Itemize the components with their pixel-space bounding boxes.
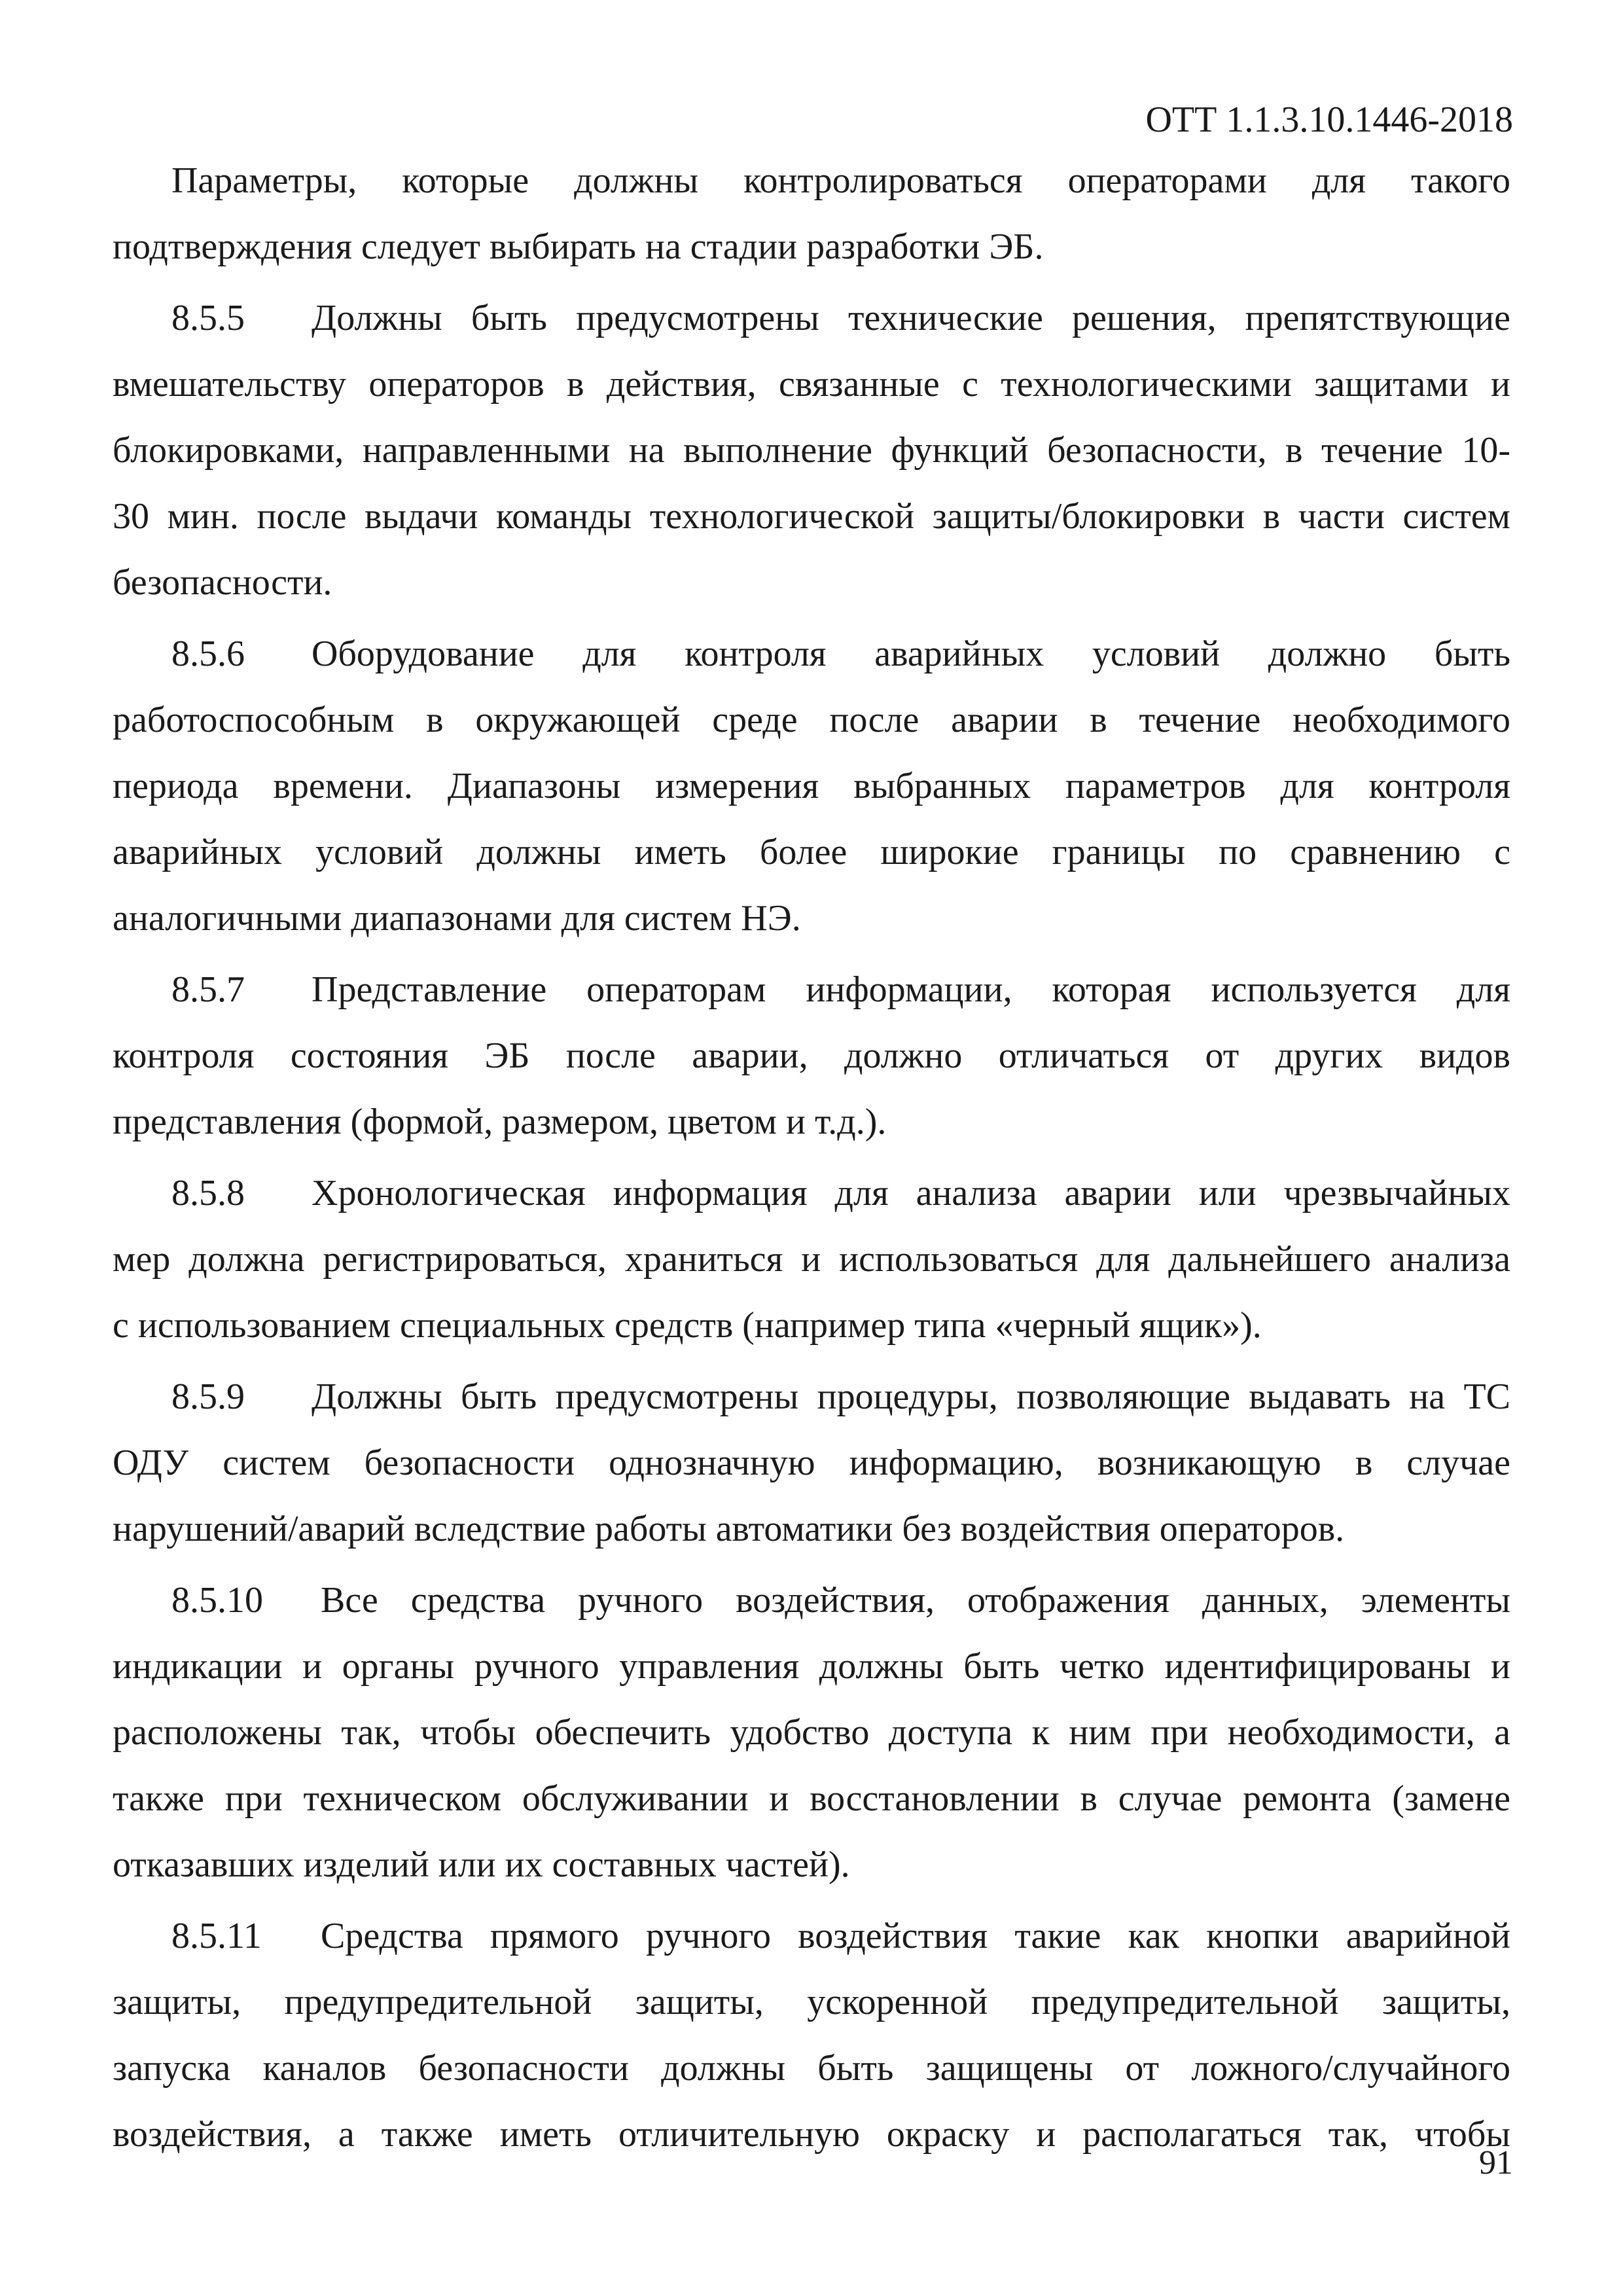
text-line bbox=[113, 753, 1510, 819]
text-line bbox=[113, 418, 1510, 484]
body-text bbox=[113, 148, 1510, 2173]
text-line bbox=[113, 2036, 1510, 2102]
line-text: запуска каналов безопасности должны быть защищены от ложного/случайного bbox=[113, 2048, 1510, 2089]
line-text: блокировками, направленными на выполнение функций безопасности, в течение 10- bbox=[113, 430, 1510, 471]
clause-8-5-11 bbox=[113, 1903, 1510, 2168]
line-text: с использованием специальных средств (например типа «черный ящик»). bbox=[113, 1305, 1262, 1346]
line-text: вмешательству операторов в действия, связанные с технологическими защитами и bbox=[113, 364, 1510, 404]
text-line bbox=[113, 285, 1510, 351]
line-text: контроля состояния ЭБ после аварии, должно отличаться от других видов bbox=[113, 1035, 1510, 1076]
text-line bbox=[113, 1023, 1510, 1089]
text-line bbox=[113, 484, 1510, 550]
text-line bbox=[113, 687, 1510, 753]
text-line bbox=[113, 1969, 1510, 2036]
page-number: 91 bbox=[1479, 2144, 1513, 2181]
clause-number: 8.5.11 bbox=[171, 1916, 262, 1956]
line-text: мер должна регистрироваться, храниться и использоваться для дальнейшего анализа bbox=[113, 1239, 1510, 1280]
clause-8-5-6 bbox=[113, 621, 1510, 952]
text-line bbox=[113, 1634, 1510, 1700]
line-text: представления (формой, размером, цветом и т.д.). bbox=[113, 1102, 887, 1142]
clause-8-5-8 bbox=[113, 1160, 1510, 1359]
text-line bbox=[113, 351, 1510, 418]
clause-number: 8.5.8 bbox=[171, 1173, 245, 1213]
text-line bbox=[113, 1568, 1510, 1634]
text-line bbox=[113, 621, 1510, 687]
line-text: Хронологическая информация для анализа аварии или чрезвычайных bbox=[312, 1173, 1510, 1213]
text-line bbox=[113, 1496, 1510, 1562]
text-line bbox=[113, 886, 1510, 952]
text-line bbox=[113, 1227, 1510, 1293]
line-text: Должны быть предусмотрены технические решения, препятствующие bbox=[312, 298, 1510, 338]
text-line bbox=[113, 1430, 1510, 1496]
line-text: отказавших изделий или их составных частей). bbox=[113, 1844, 850, 1885]
document-code: ОТТ 1.1.3.10.1446-2018 bbox=[1145, 99, 1513, 140]
line-text: Оборудование для контроля аварийных условий должно быть bbox=[312, 634, 1510, 674]
text-line bbox=[113, 2102, 1510, 2168]
clause-8-5-5 bbox=[113, 285, 1510, 616]
line-text: индикации и органы ручного управления должны быть четко идентифицированы и bbox=[113, 1646, 1510, 1687]
line-text: аналогичными диапазонами для систем НЭ. bbox=[113, 898, 801, 939]
line-text: подтверждения следует выбирать на стадии разработки ЭБ. bbox=[113, 226, 1044, 267]
line-text: периода времени. Диапазоны измерения выбранных параметров для контроля bbox=[113, 766, 1510, 806]
text-line bbox=[113, 1832, 1510, 1898]
line-text: Должны быть предусмотрены процедуры, позволяющие выдавать на ТС bbox=[312, 1376, 1510, 1417]
line-text: Все средства ручного воздействия, отображения данных, элементы bbox=[321, 1580, 1510, 1621]
text-line bbox=[113, 1700, 1510, 1766]
clause-number: 8.5.9 bbox=[171, 1376, 245, 1417]
line-text: расположены так, чтобы обеспечить удобство доступа к ним при необходимости, а bbox=[113, 1712, 1510, 1753]
line-text: Средства прямого ручного воздействия такие как кнопки аварийной bbox=[321, 1916, 1510, 1956]
line-text: защиты, предупредительной защиты, ускоренной предупредительной защиты, bbox=[113, 1982, 1510, 2022]
line-text: безопасности. bbox=[113, 562, 332, 603]
clause-8-5-9 bbox=[113, 1364, 1510, 1562]
line-text: нарушений/аварий вследствие работы автоматики без воздействия операторов. bbox=[113, 1509, 1345, 1549]
text-line bbox=[113, 214, 1510, 280]
clause-number: 8.5.5 bbox=[171, 298, 245, 338]
text-line bbox=[113, 148, 1510, 214]
clause-number: 8.5.10 bbox=[171, 1580, 263, 1621]
text-line bbox=[113, 957, 1510, 1023]
text-line bbox=[113, 1903, 1510, 1969]
text-line bbox=[113, 1293, 1510, 1359]
line-text: Параметры, которые должны контролироваться операторами для такого bbox=[171, 160, 1510, 201]
text-line bbox=[113, 819, 1510, 886]
clause-8-5-7 bbox=[113, 957, 1510, 1155]
line-text: аварийных условий должны иметь более широкие границы по сравнению с bbox=[113, 832, 1510, 872]
clause-8-5-10 bbox=[113, 1568, 1510, 1898]
text-line bbox=[113, 1364, 1510, 1430]
text-line bbox=[113, 1089, 1510, 1155]
line-text: Представление операторам информации, которая используется для bbox=[312, 969, 1510, 1010]
line-text: воздействия, а также иметь отличительную окраску и располагаться так, чтобы bbox=[113, 2114, 1510, 2155]
paragraph-intro bbox=[113, 148, 1510, 280]
line-text: работоспособным в окружающей среде после аварии в течение необходимого bbox=[113, 700, 1510, 740]
text-line bbox=[113, 550, 1510, 616]
text-line bbox=[113, 1766, 1510, 1832]
line-text: 30 мин. после выдачи команды технологической защиты/блокировки в части систем bbox=[113, 496, 1510, 537]
line-text: ОДУ систем безопасности однозначную информацию, возникающую в случае bbox=[113, 1443, 1510, 1483]
clause-number: 8.5.7 bbox=[171, 969, 245, 1010]
text-line bbox=[113, 1160, 1510, 1227]
line-text: также при техническом обслуживании и восстановлении в случае ремонта (замене bbox=[113, 1778, 1510, 1819]
clause-number: 8.5.6 bbox=[171, 634, 245, 674]
